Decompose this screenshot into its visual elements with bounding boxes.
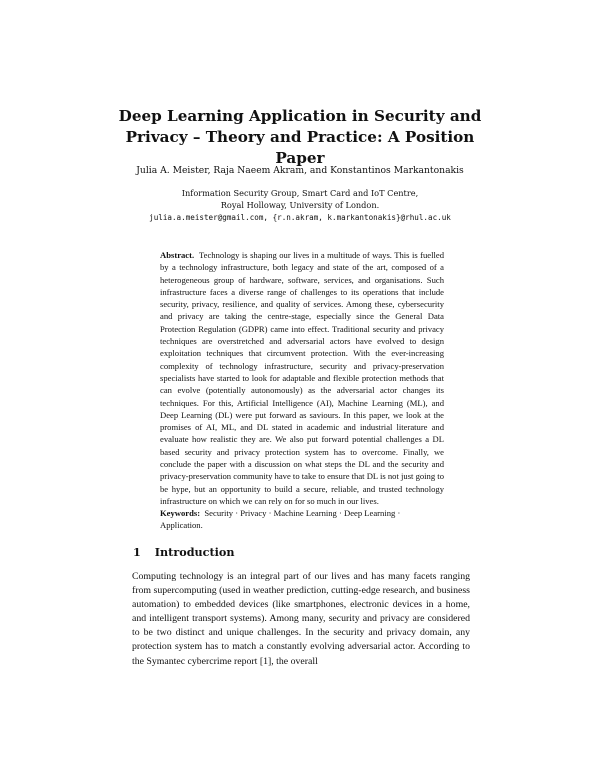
keywords <box>160 507 444 531</box>
affiliation-line-1: Information Security Group, Smart Card and IoT Centre, <box>181 188 419 198</box>
affiliation-block <box>120 187 480 224</box>
abstract-text: Technology is shaping our lives in a multitude of ways. This is fuelled by a technology infrastructure, both legacy and state of the art, composed of a heterogeneous group of hardware, software, services, and organisations. Such infrastructure faces a diverse range of challenges to its operations that include security, privacy, resilience, and quality of services. Among these, cybersecurity and privacy are taking the centre-stage, especially since the General Data Protection Regulation (GDPR) came into effect. Traditional security and privacy techniques are overstretched and adversarial actors have evolved to design exploitation techniques that circumvent protection. With the ever-increasing complexity of technology infrastructure, security and privacy-preservation specialists have started to look for adaptable and flexible protection methods that can evolve (potentially autonomously) as the adversarial actor changes its techniques. For this, Artificial Intelligence (AI), Machine Learning (ML), and Deep Learning (DL) were put forward as saviours. In this paper, we look at the promises of AI, ML, and DL stated in academic and industrial literature and evaluate how realistic they are. We also put forward potential challenges a DL based security and privacy protection system has to overcome. Finally, we conclude the paper with a discussion on what steps the DL and the security and privacy-preservation community have to take to ensure that DL is not just going to be hype, but an opportunity to build a secure, reliable, and trusted technology infrastructure on which we can rely on for so much in our lives. <box>160 250 444 506</box>
author-emails: julia.a.meister@gmail.com, {r.n.akram, k.markantonakis}@rhul.ac.uk <box>149 213 451 222</box>
keywords-label: Keywords: <box>160 508 201 518</box>
introduction-paragraph: Computing technology is an integral part of our lives and has many facets ranging from supercomputing (used in weather prediction, cutting-edge research, and business automation) to embedded devices (like smartphones, electronic devices in a home, and intelligent transport systems). Among many, security and privacy are considered to be two distinct and unique challenges. In the security and privacy domain, any protection system has to match a constantly evolving adversarial actor. According to the Symantec cybercrime report [1], the overall <box>132 571 470 667</box>
section-title: Introduction <box>154 545 235 559</box>
title-line-2: Privacy – Theory and Practice: A Position Paper <box>125 128 475 167</box>
abstract <box>160 249 444 507</box>
abstract-label: Abstract. <box>160 250 195 260</box>
section-number: 1 <box>133 545 141 559</box>
keywords-text: Security · Privacy · Machine Learning · Deep Learning · Application. <box>160 508 401 530</box>
paper-title <box>100 106 500 169</box>
title-line-1: Deep Learning Application in Security and <box>118 107 482 125</box>
section-heading-introduction <box>133 545 234 559</box>
affiliation-line-2: Royal Holloway, University of London. <box>220 200 380 210</box>
author-list: Julia A. Meister, Raja Naeem Akram, and Konstantinos Markantonakis <box>136 165 464 176</box>
